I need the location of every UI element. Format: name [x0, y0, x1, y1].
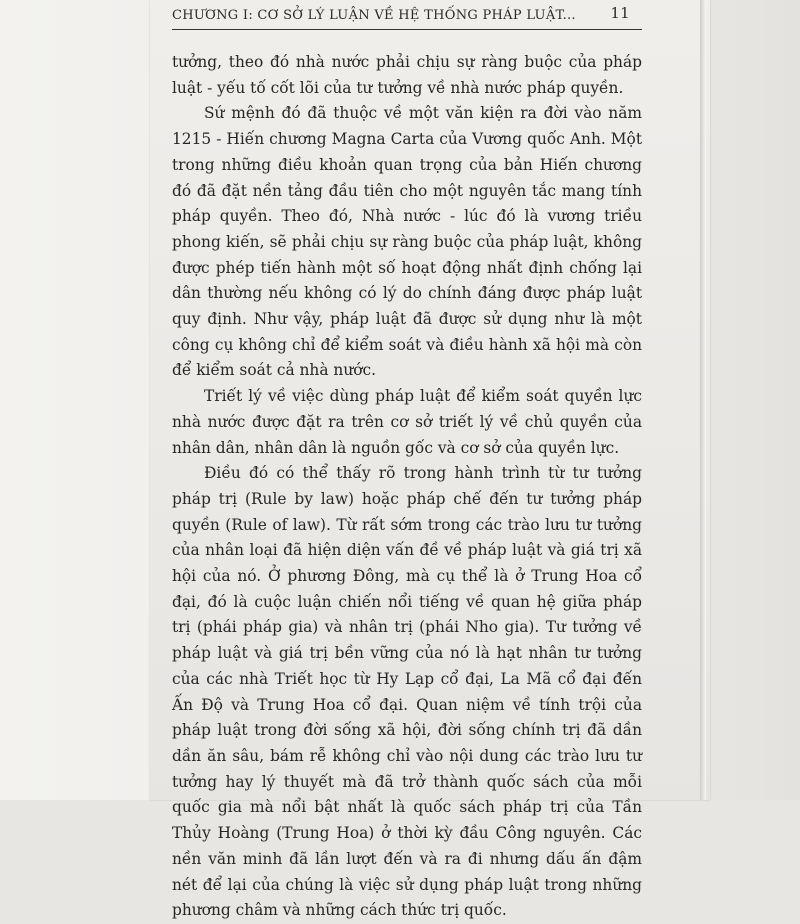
body-text	[172, 50, 642, 924]
paragraph-philosophy: Triết lý về việc dùng pháp luật để kiểm soát quyền lực nhà nước được đặt ra trên cơ sở triết lý về chủ quyền của nhân dân, nhân dân là nguồn gốc và cơ sở của quyền lực.	[172, 387, 642, 457]
paragraph-rule-of-law: Điều đó có thể thấy rõ trong hành trình từ tư tưởng pháp trị (Rule by law) hoặc pháp chế đến tư tưởng pháp quyền (Rule of law). Từ rất sớm trong các trào lưu tư tưởng của nhân loại đã hiện diện vấn đề về pháp luật và giá trị xã hội của nó. Ở phương Đông, mà cụ thể là ở Trung Hoa cổ đại, đó là cuộc luận chiến nổi tiếng về quan hệ giữa pháp trị (phái pháp gia) và nhân trị (phái Nho gia). Tư tưởng về pháp luật và giá trị bền vững của nó là hạt nhân tư tưởng của các nhà Triết học từ Hy Lạp cổ đại, La Mã cổ đại đến Ấn Độ và Trung Hoa cổ đại. Quan niệm về tính trội của pháp luật trong đời sống xã hội, đời sống chính trị đã dần dần ăn sâu, bám rễ không chỉ vào nội dung các trào lưu tư tưởng hay lý thuyết mà đã trở thành quốc sách của mỗi quốc gia mà nổi bật nhất là quốc sách pháp trị của Tần Thủy Hoàng (Trung Hoa) ở thời kỳ đầu Công nguyên. Các nền văn minh đã lần lượt đến và ra đi nhưng dấu ấn đậm nét để lại của chúng là việc sử dụng pháp luật trong những phương châm và những cách thức trị quốc.	[172, 464, 642, 920]
show-through-text	[172, 760, 632, 790]
page-edge	[700, 0, 706, 800]
running-header	[172, 3, 642, 30]
chapter-title: CHƯƠNG I: CƠ SỞ LÝ LUẬN VỀ HỆ THỐNG PHÁP LUẬT...	[172, 8, 576, 23]
paragraph-magna-carta: Sứ mệnh đó đã thuộc về một văn kiện ra đời vào năm 1215 - Hiến chương Magna Carta của Vương quốc Anh. Một trong những điều khoản quan trọng của bản Hiến chương đó đã đặt nền tảng đầu tiên cho một nguyên tắc mang tính pháp quyền. Theo đó, Nhà nước - lúc đó là vương triều phong kiến, sẽ phải chịu sự ràng buộc của pháp luật, không được phép tiến hành một số hoạt động nhất định chống lại dân thường nếu không có lý do chính đáng được pháp luật quy định. Như vậy, pháp luật đã được sử dụng như là một công cụ không chỉ để kiểm soát và điều hành xã hội mà còn để kiểm soát cả nhà nước.	[172, 104, 642, 380]
paragraph-continuation: tưởng, theo đó nhà nước phải chịu sự ràng buộc của pháp luật - yếu tố cốt lõi của tư tưởng về nhà nước pháp quyền.	[172, 53, 642, 97]
page-number: 11	[610, 4, 630, 22]
